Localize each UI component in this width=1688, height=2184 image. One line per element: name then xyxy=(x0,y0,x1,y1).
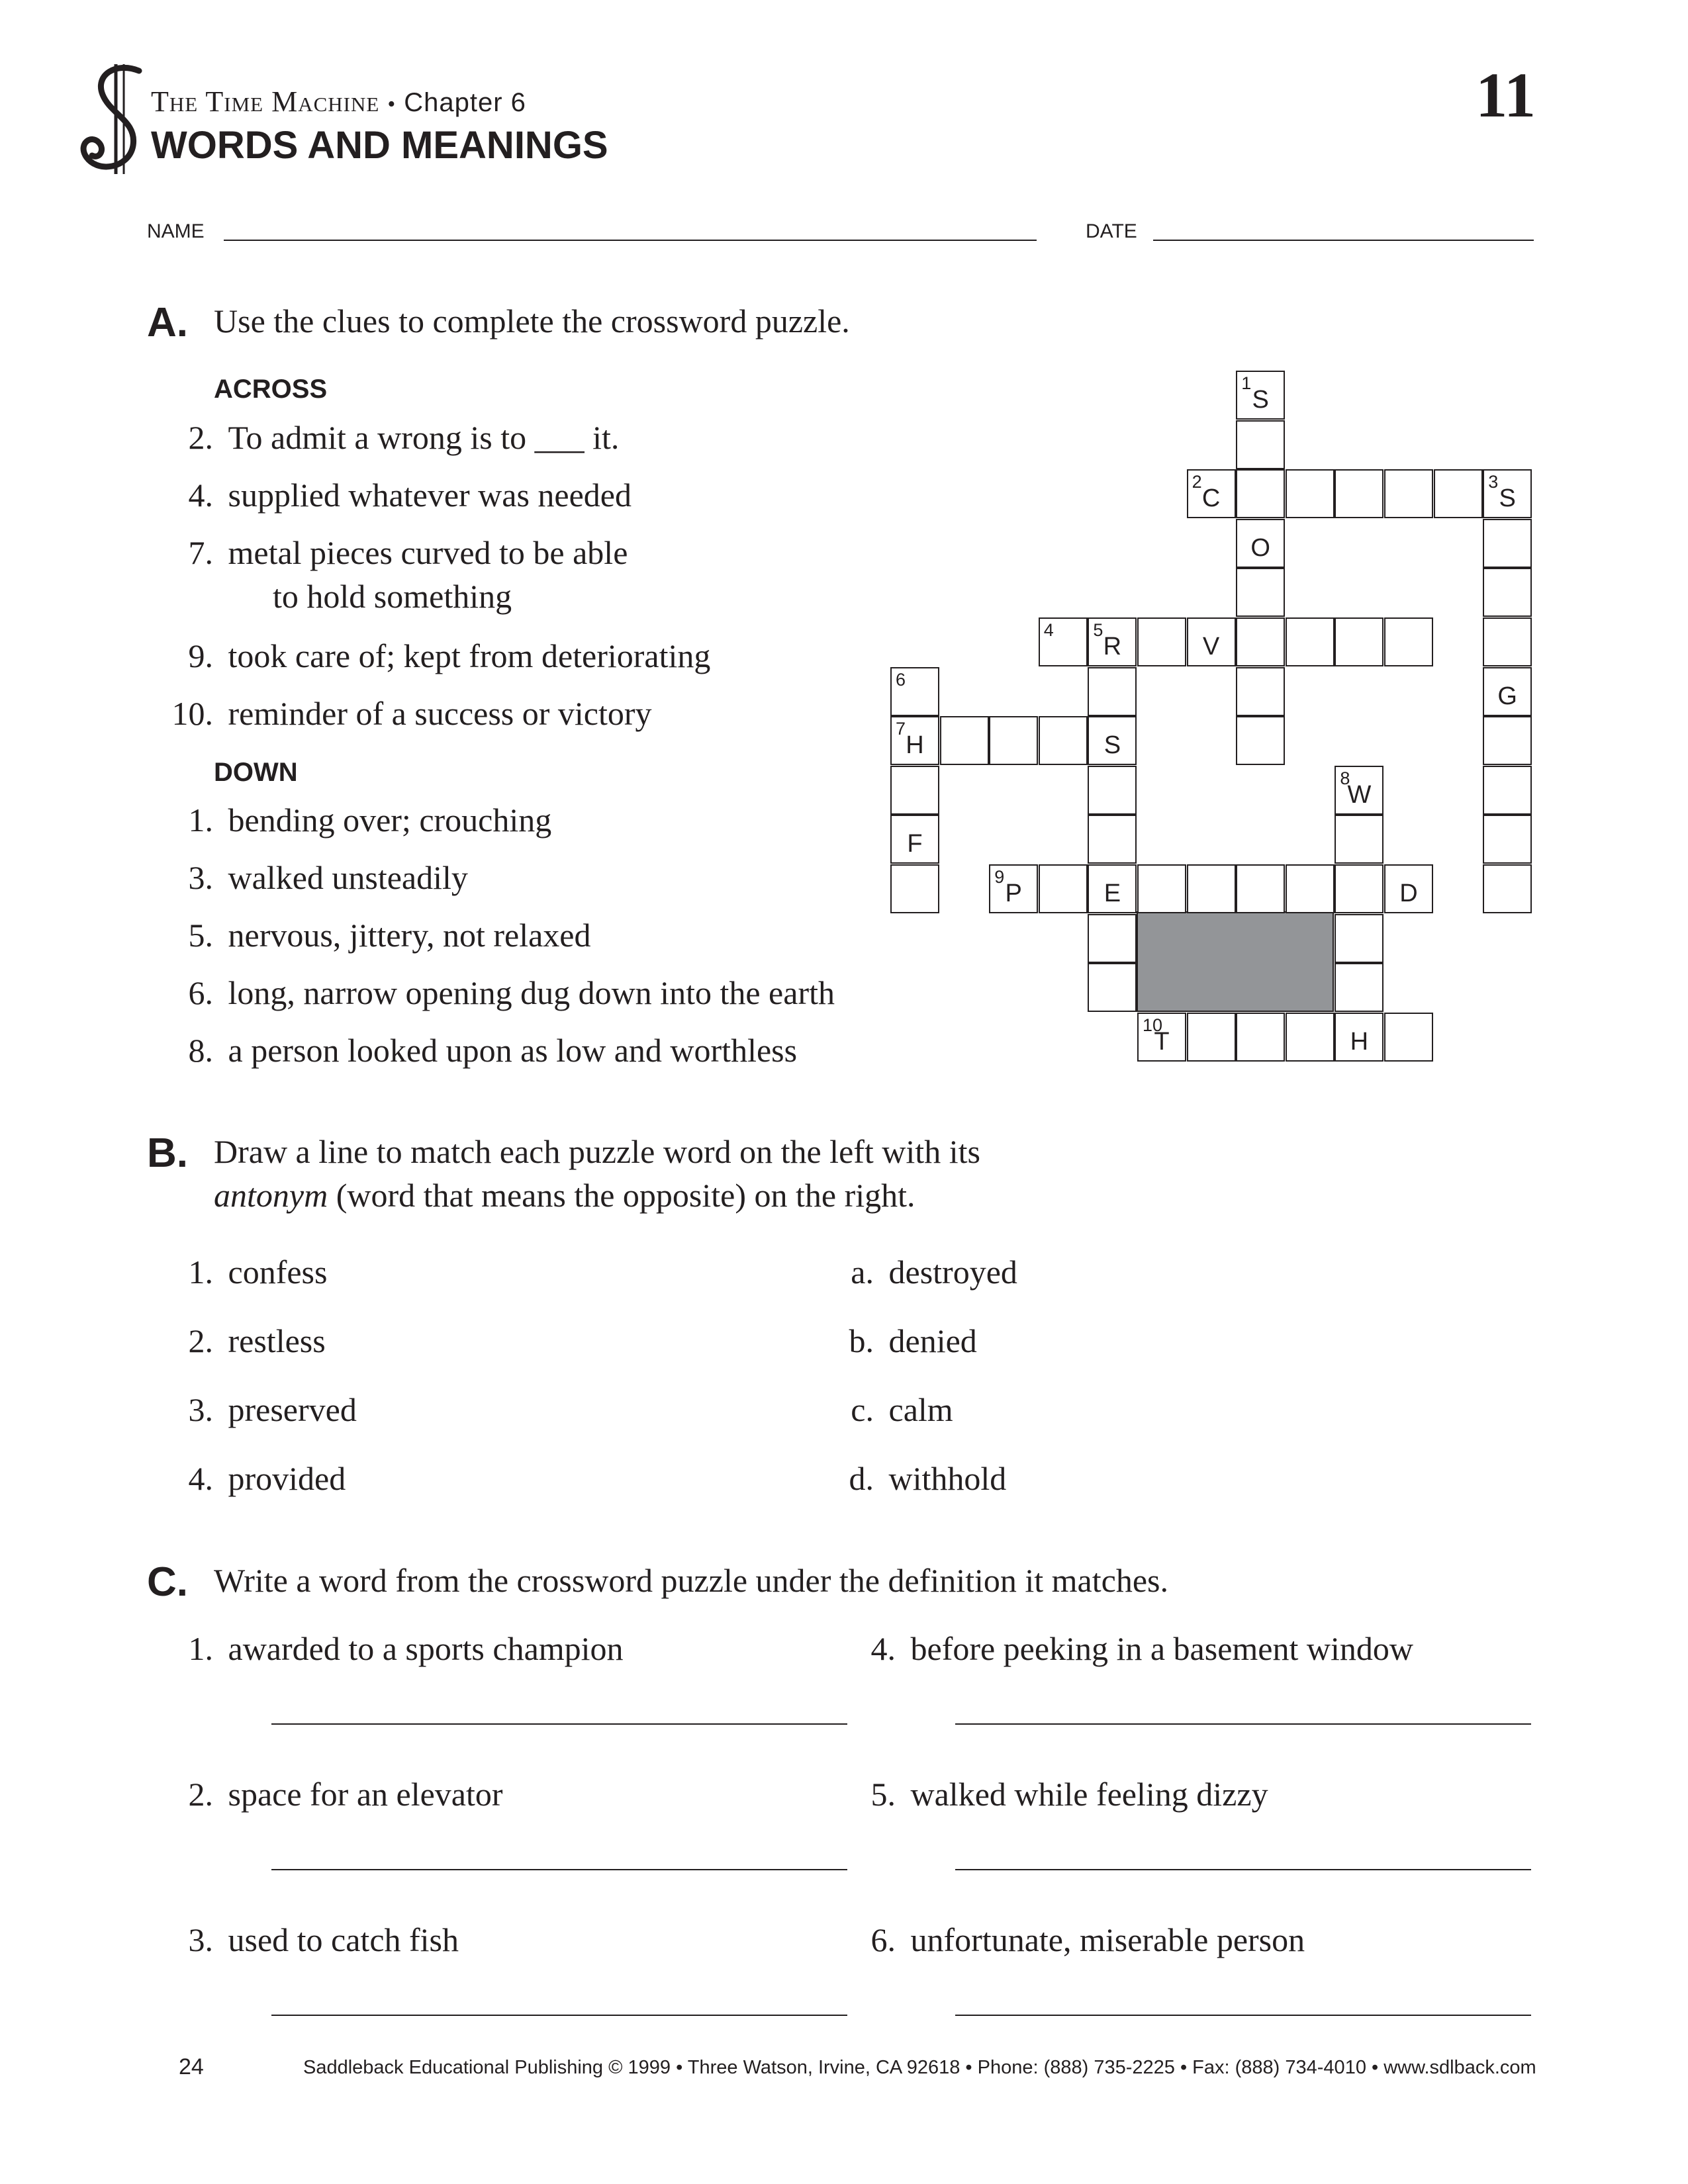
section-a-letter: A. xyxy=(147,300,188,345)
crossword-cell[interactable] xyxy=(1088,963,1137,1012)
item-number: 6. xyxy=(870,1921,896,1958)
clue-number: 5. xyxy=(188,917,213,954)
crossword-cell[interactable] xyxy=(1088,667,1137,716)
crossword-cell[interactable] xyxy=(1483,864,1532,913)
across-clue xyxy=(154,533,628,572)
clue-text: bending over; crouching xyxy=(228,801,552,839)
date-label: DATE xyxy=(1086,220,1137,242)
cell-letter: C xyxy=(1201,484,1221,513)
cell-letter: E xyxy=(1103,880,1121,907)
crossword-cell[interactable] xyxy=(1335,914,1383,963)
match-right-item[interactable] xyxy=(814,1322,977,1360)
crossword-cell[interactable] xyxy=(1286,864,1335,913)
cell-letter: S xyxy=(1499,484,1516,513)
crossword-cell[interactable] xyxy=(1384,1013,1433,1062)
crossword-cell[interactable] xyxy=(1187,469,1236,518)
crossword-cell[interactable] xyxy=(1236,469,1285,518)
cell-number: 1 xyxy=(1241,373,1252,393)
clue-number: 3. xyxy=(188,859,213,896)
item-text: provided xyxy=(228,1460,346,1497)
crossword-cell[interactable] xyxy=(1434,469,1483,518)
match-left-item[interactable] xyxy=(154,1459,346,1498)
answer-line[interactable] xyxy=(271,2015,847,2016)
crossword-cell[interactable] xyxy=(1483,519,1532,568)
crossword-cell[interactable] xyxy=(989,864,1038,913)
crossword-cell[interactable] xyxy=(1039,617,1088,666)
clue-number: 9. xyxy=(188,637,213,674)
item-number: 1. xyxy=(188,1630,213,1667)
crossword-cell[interactable] xyxy=(1187,864,1236,913)
answer-line[interactable] xyxy=(271,1869,847,1870)
crossword-cell[interactable] xyxy=(1039,716,1088,765)
item-text: confess xyxy=(228,1253,328,1291)
crossword-cell[interactable] xyxy=(1483,716,1532,765)
page-title: WORDS AND MEANINGS xyxy=(151,124,608,167)
crossword-cell[interactable] xyxy=(1335,1013,1383,1062)
clue-number: 10. xyxy=(171,695,213,732)
crossword-cell[interactable] xyxy=(1088,716,1137,765)
match-right-item[interactable] xyxy=(814,1459,1006,1498)
item-number: 3. xyxy=(188,1921,213,1958)
book-title: The Time Machine xyxy=(151,85,380,118)
crossword-cell[interactable] xyxy=(1088,914,1137,963)
answer-line[interactable] xyxy=(271,1723,847,1725)
crossword-cell[interactable] xyxy=(1236,371,1285,420)
item-letter: b. xyxy=(849,1322,874,1359)
saddleback-s-logo-icon xyxy=(76,63,152,175)
item-text: calm xyxy=(888,1391,953,1428)
crossword-cell[interactable] xyxy=(1236,1013,1285,1062)
cell-number: 2 xyxy=(1192,472,1202,492)
down-label: DOWN xyxy=(214,758,298,787)
crossword-cell[interactable] xyxy=(1335,864,1383,913)
crossword-shaded-block xyxy=(1137,911,1334,1012)
crossword-cell[interactable] xyxy=(940,716,989,765)
match-right-item[interactable] xyxy=(814,1253,1017,1291)
clue-text-continued: to hold something xyxy=(273,578,512,615)
crossword-cell[interactable] xyxy=(1187,617,1236,666)
definition-item xyxy=(836,1629,1413,1668)
across-clue xyxy=(154,637,710,675)
antonym-definition: (word that means the opposite) on the right. xyxy=(328,1177,915,1214)
crossword-cell[interactable] xyxy=(1236,420,1285,469)
match-left-item[interactable] xyxy=(154,1253,327,1291)
crossword-cell[interactable] xyxy=(1483,568,1532,617)
item-text: preserved xyxy=(228,1391,357,1428)
item-text: unfortunate, miserable person xyxy=(910,1921,1305,1958)
cell-letter: S xyxy=(1252,386,1269,414)
date-field[interactable] xyxy=(1153,240,1534,241)
cell-letter: H xyxy=(906,731,924,760)
footer-page-number: 24 xyxy=(179,2054,204,2079)
crossword-cell[interactable] xyxy=(1483,766,1532,815)
crossword-cell[interactable] xyxy=(989,716,1038,765)
crossword-cell[interactable] xyxy=(1236,568,1285,617)
clue-text: metal pieces curved to be able xyxy=(228,534,628,571)
name-label: NAME xyxy=(147,220,205,242)
definition-item xyxy=(154,1775,503,1813)
item-text: withhold xyxy=(888,1460,1007,1497)
crossword-cell[interactable] xyxy=(1137,617,1186,666)
answer-line[interactable] xyxy=(955,1869,1531,1870)
down-clue xyxy=(154,974,835,1012)
crossword-cell[interactable] xyxy=(1088,864,1137,913)
item-number: 4. xyxy=(870,1630,896,1667)
item-number: 3. xyxy=(188,1391,213,1428)
clue-text: walked unsteadily xyxy=(228,859,468,896)
answer-line[interactable] xyxy=(955,1723,1531,1725)
cell-letter: T xyxy=(1154,1027,1170,1056)
clue-number: 2. xyxy=(188,419,213,456)
item-letter: d. xyxy=(849,1460,874,1497)
cell-letter: V xyxy=(1202,633,1220,660)
item-text: walked while feeling dizzy xyxy=(910,1776,1268,1813)
crossword-cell[interactable] xyxy=(1039,864,1088,913)
across-clue xyxy=(154,476,632,514)
item-text: before peeking in a basement window xyxy=(910,1630,1413,1667)
footer-credit: Saddleback Educational Publishing © 1999 • Three Watson, Irvine, CA 92618 • Phone: (888) 735-2225 • Fax: (888) 734-4010 • www.sdlback.com xyxy=(303,2057,1536,2078)
item-text: destroyed xyxy=(888,1253,1017,1291)
clue-text: supplied whatever was needed xyxy=(228,477,632,514)
item-number: 5. xyxy=(870,1776,896,1813)
cell-letter: F xyxy=(907,830,923,858)
crossword-cell[interactable] xyxy=(1286,1013,1335,1062)
crossword-cell[interactable] xyxy=(1137,864,1186,913)
crossword-cell[interactable] xyxy=(1236,864,1285,913)
clue-number: 6. xyxy=(188,974,213,1011)
definition-item xyxy=(154,1921,459,1959)
across-label: ACROSS xyxy=(214,375,328,404)
crossword-cell[interactable] xyxy=(1483,815,1532,864)
cell-letter: D xyxy=(1399,880,1418,907)
clue-text: To admit a wrong is to ___ it. xyxy=(228,419,620,456)
item-text: space for an elevator xyxy=(228,1776,503,1813)
crossword-cell[interactable] xyxy=(1088,815,1137,864)
crossword-cell[interactable] xyxy=(1088,766,1137,815)
crossword-cell[interactable] xyxy=(1335,469,1383,518)
crossword-cell[interactable] xyxy=(1137,1013,1186,1062)
crossword-cell[interactable] xyxy=(1335,963,1383,1012)
crossword-cell[interactable] xyxy=(1384,864,1433,913)
clue-text: long, narrow opening dug down into the earth xyxy=(228,974,835,1011)
clue-number: 8. xyxy=(188,1032,213,1069)
crossword-cell[interactable] xyxy=(1088,617,1137,666)
down-clue xyxy=(154,858,468,897)
cell-letter: O xyxy=(1250,533,1270,562)
clue-text: reminder of a success or victory xyxy=(228,695,652,732)
cell-number: 6 xyxy=(896,669,906,690)
match-left-item[interactable] xyxy=(154,1322,326,1360)
crossword-cell[interactable] xyxy=(1236,617,1285,666)
item-letter: c. xyxy=(851,1391,874,1428)
crossword-cell[interactable] xyxy=(1483,667,1532,716)
crossword-cell[interactable] xyxy=(1187,1013,1236,1062)
crossword-cell[interactable] xyxy=(1236,716,1285,765)
crossword-cell[interactable] xyxy=(890,716,939,765)
crossword-cell[interactable] xyxy=(1286,617,1335,666)
clue-number: 7. xyxy=(188,534,213,571)
cell-letter: P xyxy=(1005,880,1022,907)
cell-number: 3 xyxy=(1488,472,1499,492)
cell-number: 5 xyxy=(1093,620,1103,640)
crossword-cell[interactable] xyxy=(1384,617,1433,666)
crossword-cell[interactable] xyxy=(1286,469,1335,518)
crossword-cell[interactable] xyxy=(890,864,939,913)
item-text: used to catch fish xyxy=(228,1921,459,1958)
clue-text: a person looked upon as low and worthless xyxy=(228,1032,798,1069)
answer-line[interactable] xyxy=(955,2015,1531,2016)
crossword-cell[interactable] xyxy=(1483,617,1532,666)
definition-item xyxy=(836,1921,1305,1959)
down-clue xyxy=(154,1031,797,1069)
crossword-cell[interactable] xyxy=(890,815,939,864)
crossword-cell[interactable] xyxy=(1335,766,1383,815)
clue-number: 4. xyxy=(188,477,213,514)
cell-letter: R xyxy=(1103,633,1122,660)
item-number: 4. xyxy=(188,1460,213,1497)
crossword-cell[interactable] xyxy=(1335,617,1383,666)
match-right-item[interactable] xyxy=(814,1390,953,1429)
definition-item xyxy=(836,1775,1268,1813)
crossword-cell[interactable] xyxy=(890,766,939,815)
match-left-item[interactable] xyxy=(154,1390,357,1429)
series-title xyxy=(151,85,526,118)
clue-text: nervous, jittery, not relaxed xyxy=(228,917,591,954)
cell-number: 10 xyxy=(1143,1015,1163,1035)
down-clue xyxy=(154,801,551,839)
crossword-cell[interactable] xyxy=(1335,815,1383,864)
section-a-instruction: Use the clues to complete the crossword puzzle. xyxy=(214,302,850,340)
across-clue xyxy=(154,418,619,457)
section-b-letter: B. xyxy=(147,1130,188,1176)
item-number: 2. xyxy=(188,1322,213,1359)
item-text: awarded to a sports champion xyxy=(228,1630,624,1667)
cell-number: 7 xyxy=(896,719,906,739)
section-c-letter: C. xyxy=(147,1559,188,1605)
crossword-cell[interactable] xyxy=(1483,469,1532,518)
cell-letter: H xyxy=(1350,1027,1369,1056)
item-text: denied xyxy=(888,1322,977,1359)
clue-text: took care of; kept from deteriorating xyxy=(228,637,711,674)
cell-letter: W xyxy=(1347,780,1372,809)
item-number: 2. xyxy=(188,1776,213,1813)
chapter-label: Chapter 6 xyxy=(404,88,526,117)
cell-number: 9 xyxy=(994,867,1005,887)
section-b-instruction-line2 xyxy=(214,1176,915,1214)
section-c-instruction: Write a word from the crossword puzzle under the definition it matches. xyxy=(214,1562,1168,1599)
cell-number: 4 xyxy=(1043,620,1054,640)
down-clue xyxy=(154,916,590,954)
clue-number: 1. xyxy=(188,801,213,839)
cell-number: 8 xyxy=(1340,768,1350,788)
crossword-cell[interactable] xyxy=(1236,667,1285,716)
definition-item xyxy=(154,1629,624,1668)
item-letter: a. xyxy=(851,1253,874,1291)
cell-letter: S xyxy=(1103,731,1121,760)
lesson-number: 11 xyxy=(1476,60,1536,130)
antonym-term: antonym xyxy=(214,1177,328,1214)
name-field[interactable] xyxy=(224,240,1037,241)
item-number: 1. xyxy=(188,1253,213,1291)
section-b-instruction: Draw a line to match each puzzle word on the left with its xyxy=(214,1133,980,1170)
title-separator: • xyxy=(387,92,397,116)
crossword-cell[interactable] xyxy=(890,667,939,716)
crossword-cell[interactable] xyxy=(1384,469,1433,518)
crossword-cell[interactable] xyxy=(1236,519,1285,568)
cell-letter: G xyxy=(1497,682,1517,710)
across-clue xyxy=(154,694,652,733)
item-text: restless xyxy=(228,1322,326,1359)
